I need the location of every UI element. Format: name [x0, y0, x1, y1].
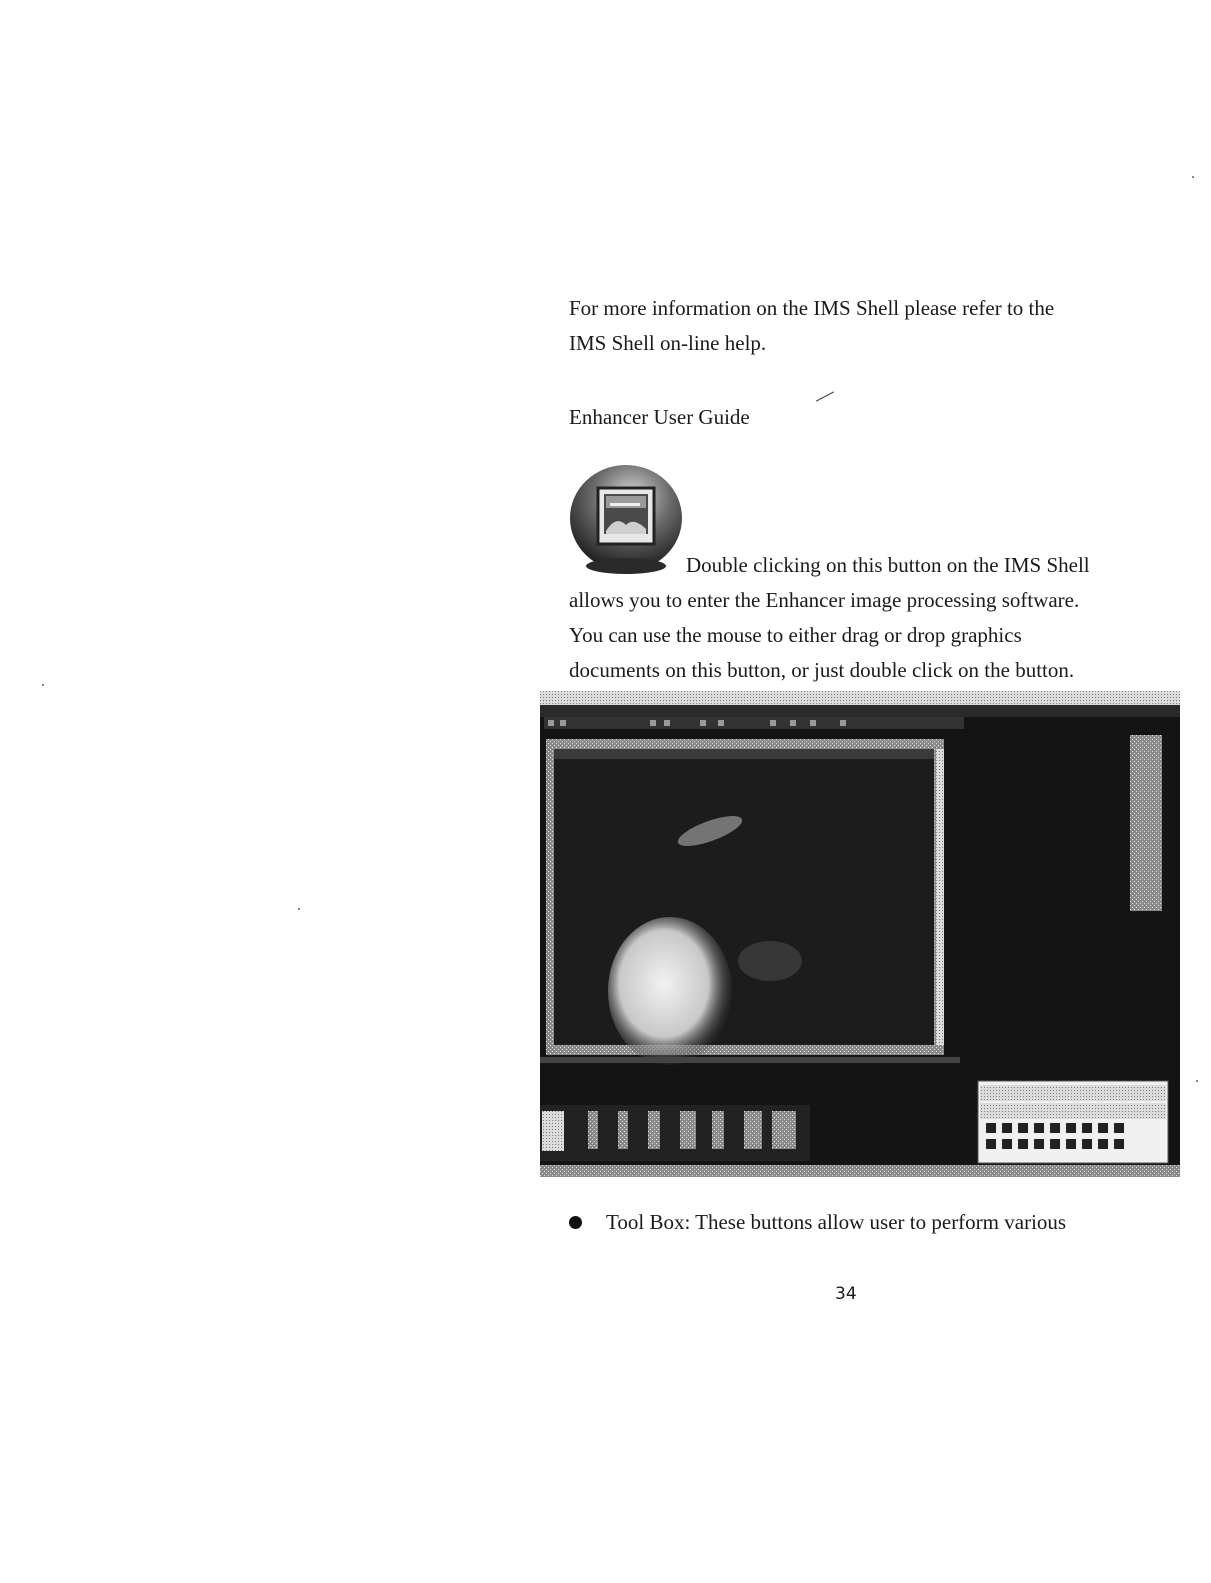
paragraph-line: You can use the mouse to either drag or drop graphics	[569, 623, 1022, 647]
paragraph-line: allows you to enter the Enhancer image processing software.	[569, 588, 1080, 612]
ims-shell-info-paragraph	[569, 291, 1189, 361]
paragraph-line: For more information on the IMS Shell please refer to the	[569, 296, 1055, 320]
paragraph-line: documents on this button, or just double click on the button.	[569, 658, 1075, 682]
scan-speck	[1192, 176, 1194, 178]
bullet-text: Tool Box: These buttons allow user to perform various	[606, 1210, 1067, 1234]
page-number: 34	[835, 1284, 857, 1304]
scan-speck	[1196, 1080, 1198, 1082]
paragraph-line: Double clicking on this button on the IMS Shell	[686, 553, 1090, 577]
pen-mark	[816, 391, 834, 401]
bullet-icon	[569, 1216, 582, 1229]
tool-box-bullet	[569, 1205, 1066, 1240]
enhancer-screenshot	[540, 691, 1180, 1177]
section-heading: Enhancer User Guide	[569, 405, 750, 429]
enhancer-description-paragraph	[569, 548, 1189, 688]
scan-speck	[42, 684, 44, 686]
paragraph-line: IMS Shell on-line help.	[569, 331, 767, 355]
scan-speck	[298, 908, 300, 910]
